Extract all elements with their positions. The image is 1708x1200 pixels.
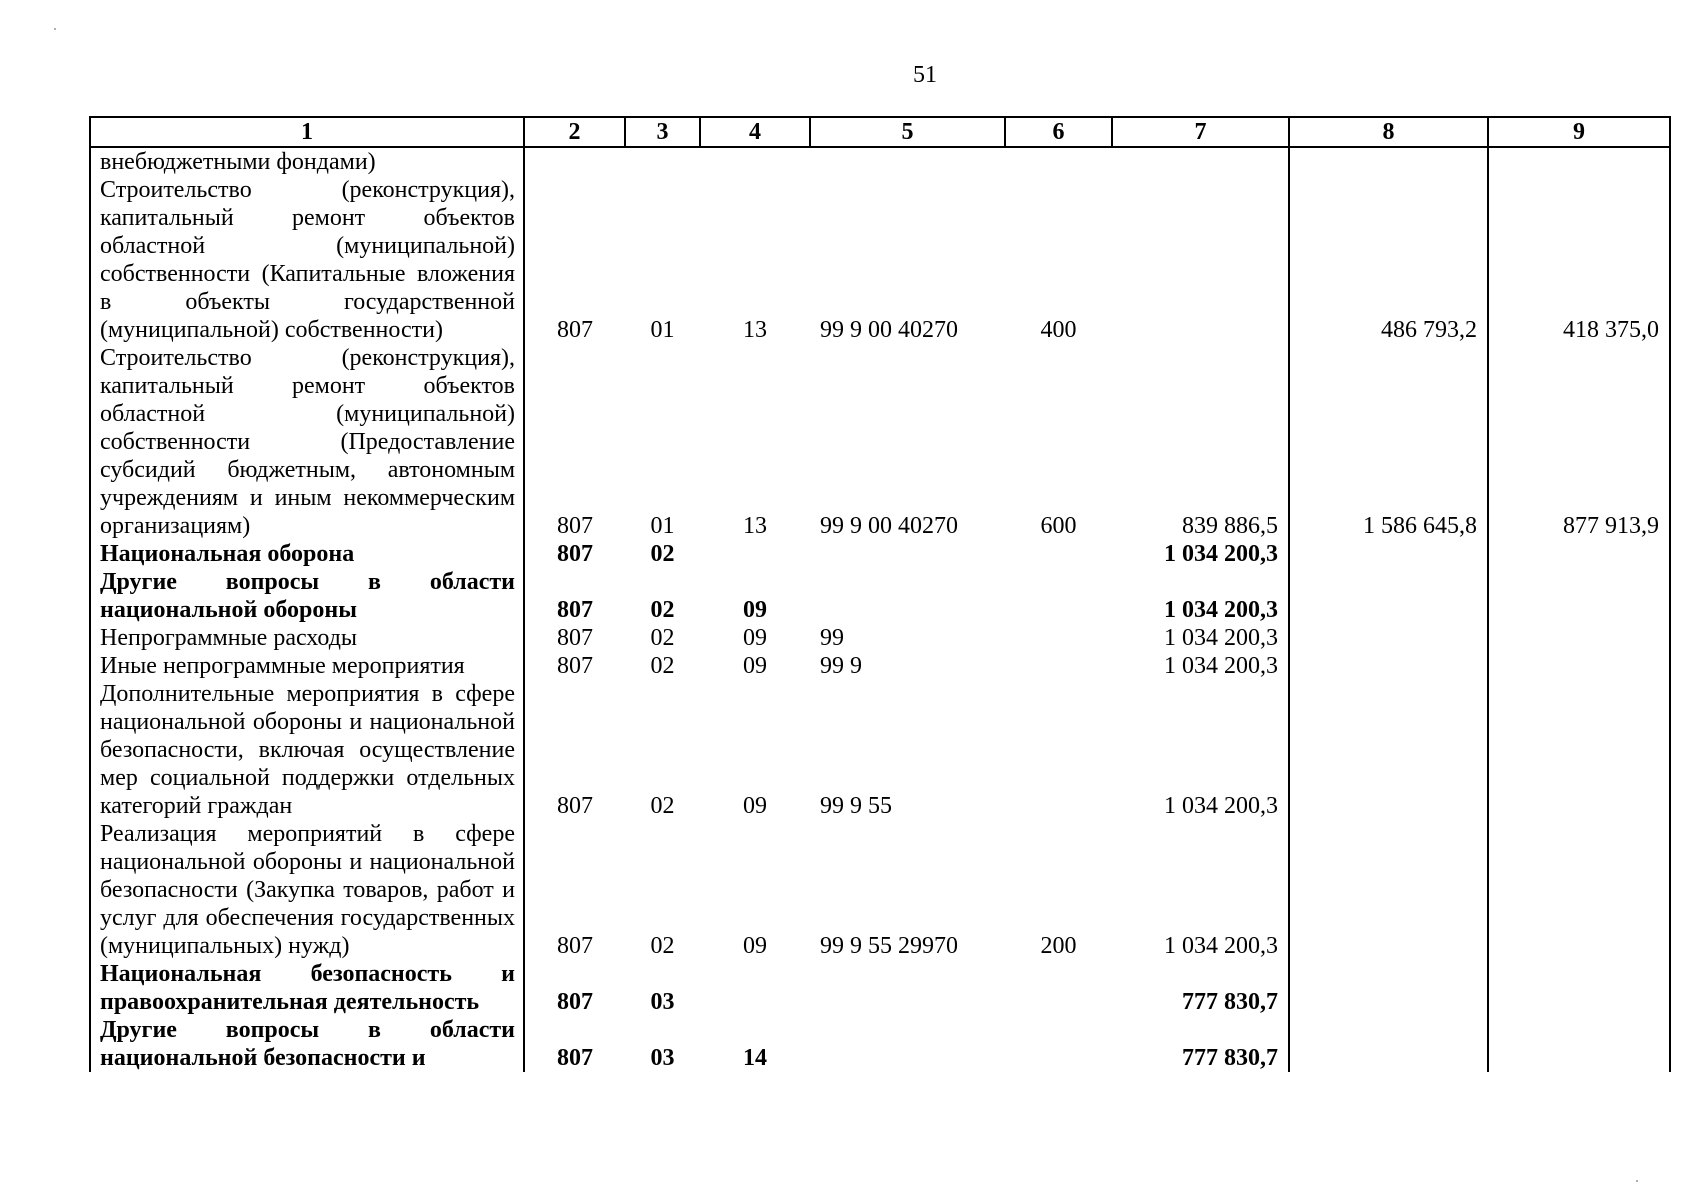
expense-type-cell: 400 <box>1040 317 1077 343</box>
amount-cell: 1 034 200,3 <box>1112 540 1289 568</box>
amount-cell <box>1289 820 1488 960</box>
amount-cell: 1 034 200,3 <box>1112 820 1289 960</box>
amount-cell <box>1488 680 1670 820</box>
amount-cell <box>1112 176 1289 344</box>
target-article-cell <box>810 147 1005 176</box>
subsection-cell: 13 <box>743 317 767 343</box>
row-name-text: Дополнительные мероприятия в сфере национальной обороны и национальной безопасности, включая осуществление мер социальной поддержки отдельных категорий граждан <box>100 681 515 819</box>
column-header: 8 <box>1289 117 1488 147</box>
amount-cell <box>1289 540 1488 568</box>
amount-cell <box>1289 960 1488 1016</box>
code-cell: 807 <box>524 960 625 1016</box>
expense-type-cell <box>1005 680 1112 820</box>
amount-cell: 1 034 200,3 <box>1112 680 1289 820</box>
row-name-cell <box>90 624 524 652</box>
table-row <box>90 540 1670 568</box>
section-cell: 02 <box>650 625 675 651</box>
expense-type-cell <box>1005 652 1112 680</box>
amount-cell <box>1488 540 1670 568</box>
section-cell: 01 <box>650 513 675 539</box>
subsection-cell: 09 <box>743 625 767 651</box>
table-row <box>90 176 1670 344</box>
column-header: 3 <box>625 117 700 147</box>
row-name-text: Реализация мероприятий в сфере национальной обороны и национальной безопасности (Закупка товаров, работ и услуг для обеспечения государственных (муниципальных) нужд) <box>100 821 515 959</box>
column-header: 7 <box>1112 117 1289 147</box>
code-cell: 807 <box>524 568 625 624</box>
amount-cell <box>1488 1016 1670 1072</box>
amount-cell <box>1112 147 1289 176</box>
amount-cell: 1 034 200,3 <box>1112 652 1289 680</box>
row-name-cell <box>90 344 524 540</box>
subsection-cell: 09 <box>743 933 767 959</box>
subsection-cell: 14 <box>743 1045 767 1071</box>
amount-cell <box>1289 624 1488 652</box>
amount-cell: 777 830,7 <box>1112 960 1289 1016</box>
target-article-cell <box>810 568 1005 624</box>
page-number: 51 <box>913 62 937 88</box>
target-article-cell: 99 9 55 29970 <box>820 933 958 959</box>
amount-cell <box>1488 820 1670 960</box>
amount-cell <box>1488 652 1670 680</box>
row-name-text: Национальная оборона <box>100 541 355 567</box>
amount-cell <box>1289 652 1488 680</box>
target-article-cell: 99 9 00 40270 <box>820 317 958 343</box>
code-cell: 807 <box>524 624 625 652</box>
code-cell: 807 <box>524 540 625 568</box>
amount-cell <box>1488 568 1670 624</box>
target-article-cell: 99 <box>820 625 844 651</box>
section-cell: 02 <box>650 597 675 623</box>
expense-type-cell <box>1005 568 1112 624</box>
column-header: 4 <box>700 117 810 147</box>
code-cell <box>524 147 625 176</box>
amount-cell: 1 034 200,3 <box>1112 624 1289 652</box>
section-cell: 02 <box>650 933 675 959</box>
code-cell: 807 <box>524 652 625 680</box>
row-name-text: Другие вопросы в области национальной безопасности и <box>100 1017 515 1071</box>
column-header: 9 <box>1488 117 1670 147</box>
row-name-text: Национальная безопасность и правоохранительная деятельность <box>100 961 515 1015</box>
amount-cell: 1 034 200,3 <box>1112 568 1289 624</box>
expense-type-cell <box>1005 540 1112 568</box>
target-article-cell <box>810 1016 1005 1072</box>
amount-cell <box>1488 147 1670 176</box>
expense-type-cell <box>1005 1016 1112 1072</box>
expense-type-cell <box>1005 624 1112 652</box>
section-cell <box>625 147 700 176</box>
amount-cell: 418 375,0 <box>1488 176 1670 344</box>
table-row <box>90 652 1670 680</box>
row-name-cell <box>90 652 524 680</box>
expense-type-cell: 200 <box>1040 933 1077 959</box>
row-name-text: Строительство (реконструкция), капитальный ремонт объектов областной (муниципальной) собственности (Предоставление субсидий бюджетным, автономным учреждениям и иным некоммерческим организациям) <box>100 345 515 539</box>
amount-cell <box>1488 960 1670 1016</box>
amount-cell: 839 886,5 <box>1112 344 1289 540</box>
table-row <box>90 1016 1670 1072</box>
column-header: 1 <box>90 117 524 147</box>
section-cell: 02 <box>650 793 675 819</box>
scan-speck <box>1636 1180 1638 1182</box>
table-row <box>90 820 1670 960</box>
table-row <box>90 960 1670 1016</box>
code-cell: 807 <box>524 344 625 540</box>
subsection-cell <box>700 960 810 1016</box>
code-cell: 807 <box>524 680 625 820</box>
subsection-cell: 13 <box>743 513 767 539</box>
target-article-cell <box>810 960 1005 1016</box>
scan-speck <box>54 28 56 30</box>
subsection-cell: 09 <box>743 597 767 623</box>
row-name-text: Иные непрограммные мероприятия <box>100 653 465 679</box>
amount-cell: 1 586 645,8 <box>1289 344 1488 540</box>
amount-cell: 777 830,7 <box>1112 1016 1289 1072</box>
code-cell: 807 <box>524 1016 625 1072</box>
amount-cell: 486 793,2 <box>1289 176 1488 344</box>
expense-type-cell <box>1005 147 1112 176</box>
amount-cell <box>1488 624 1670 652</box>
budget-table <box>89 116 1671 1072</box>
row-name-cell <box>90 680 524 820</box>
amount-cell <box>1289 680 1488 820</box>
target-article-cell: 99 9 <box>820 653 862 679</box>
target-article-cell: 99 9 55 <box>820 793 892 819</box>
section-cell: 03 <box>650 989 675 1015</box>
column-header: 6 <box>1005 117 1112 147</box>
subsection-cell <box>700 540 810 568</box>
code-cell: 807 <box>524 176 625 344</box>
amount-cell <box>1289 1016 1488 1072</box>
amount-cell: 877 913,9 <box>1488 344 1670 540</box>
column-header: 2 <box>524 117 625 147</box>
section-cell: 01 <box>650 317 675 343</box>
target-article-cell: 99 9 00 40270 <box>820 513 958 539</box>
section-cell: 03 <box>650 1045 675 1071</box>
table-row <box>90 147 1670 176</box>
subsection-cell: 09 <box>743 653 767 679</box>
row-name-text: Строительство (реконструкция), капитальный ремонт объектов областной (муниципальной) собственности (Капитальные вложения в объекты государственной (муниципальной) собственности) <box>100 177 515 343</box>
row-name-cell <box>90 820 524 960</box>
table-row <box>90 568 1670 624</box>
table-row <box>90 624 1670 652</box>
code-cell: 807 <box>524 820 625 960</box>
header-row <box>90 117 1670 147</box>
row-name-cell <box>90 1016 524 1072</box>
row-name-cell <box>90 568 524 624</box>
row-name-cell <box>90 960 524 1016</box>
section-cell: 02 <box>650 653 675 679</box>
row-name-cell <box>90 176 524 344</box>
row-name-text: внебюджетными фондами) <box>100 149 376 175</box>
amount-cell <box>1289 568 1488 624</box>
amount-cell <box>1289 147 1488 176</box>
subsection-cell <box>700 147 810 176</box>
row-name-cell <box>90 147 524 176</box>
expense-type-cell: 600 <box>1040 513 1077 539</box>
subsection-cell: 09 <box>743 793 767 819</box>
table-row <box>90 680 1670 820</box>
expense-type-cell <box>1005 960 1112 1016</box>
target-article-cell <box>810 540 1005 568</box>
row-name-text: Непрограммные расходы <box>100 625 358 651</box>
row-name-cell <box>90 540 524 568</box>
column-header: 5 <box>810 117 1005 147</box>
table-row <box>90 344 1670 540</box>
section-cell: 02 <box>650 541 675 567</box>
row-name-text: Другие вопросы в области национальной обороны <box>100 569 515 623</box>
